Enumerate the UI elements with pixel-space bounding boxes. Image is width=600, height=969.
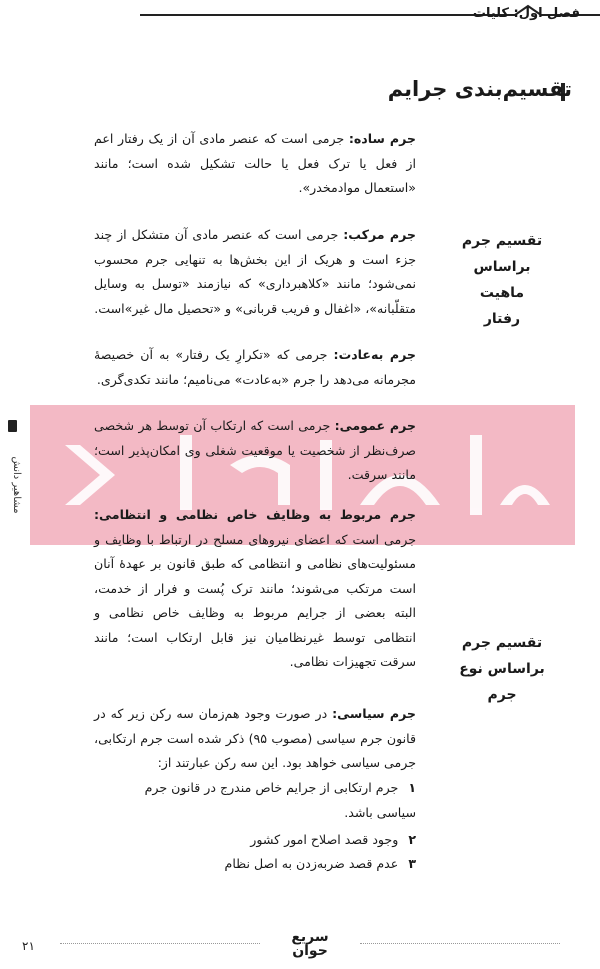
label-line: تقسیم جرم [461,233,543,249]
definition: جرمی است که عنصر مادی آن متشکل از چند جزء است و هریک از این بخش‌ها به تنهایی جرم محسوب نمی‌شود؛ مانند «کلاهبرداری» که نیازمند «توسل به وسایل متقلّبانه»، «اغفال و فریب قربانی» و «تحصیل مال غیر»است. [94,227,416,316]
paragraph-political-crime [94,702,416,776]
term: جرم به‌عادت: [333,347,416,362]
list-number: ۱ [408,780,416,795]
publisher-side-text: مشاهیر دانش [11,456,22,514]
label-line: تقسیم جرم [461,635,543,651]
page-number: ۲۱ [22,939,35,953]
label-line: رفتار [483,311,521,327]
list-text: جرم ارتکابی از جرایم خاص مندرج در قانون جرم سیاسی باشد. [144,780,416,820]
chapter-header: فصل اول: کلیات [472,6,580,21]
term: جرم مرکب: [343,227,416,242]
label-line: براساس نوع جرم [459,661,545,703]
paragraph-simple-crime [94,127,416,201]
definition: در صورت وجود هم‌زمان سه رکن زیر که در قانون جرم سیاسی (مصوب ۹۵) ذکر شده است جرم ارتکابی، جرمی سیاسی خواهد بود. این سه رکن عبارتند از: [94,706,416,770]
list-number: ۳ [408,856,416,871]
paragraph-compound-crime [94,223,416,321]
term: جرم ساده: [348,131,416,146]
term: جرم سیاسی: [332,706,416,721]
paragraph-habitual-crime [94,343,416,392]
footer-rule-left [60,943,260,944]
label-by-type [452,630,552,708]
label-line: براساس ماهیت [473,259,531,301]
term: جرم عمومی: [334,418,416,433]
book-icon [8,420,17,432]
definition: جرمی است که عنصر مادی آن از یک رفتار اعم از فعل یا ترک فعل یا حالت تشکیل شده است؛ مانند «استعمال موادمخدر». [94,131,416,195]
list-text: وجود قصد اصلاح امور کشور [250,832,399,847]
logo-line: حوان [292,943,328,959]
label-by-behavior [452,228,552,332]
paragraph-military-crime [94,503,416,675]
list-number: ۲ [408,832,416,847]
definition: جرمی است که ارتکاب آن توسط هر شخصی صرف‌نظر از شخصیت یا موقعیت شغلی وی امکان‌پذیر است؛ مانند سرقت. [94,418,416,482]
footer-logo [270,930,350,958]
footer-rule-right [360,943,560,944]
list-item [106,828,416,853]
list-item [106,852,416,877]
list-item [106,776,416,825]
logo-line: سریع [291,929,329,945]
definition: جرمی که «تکرارِ یک رفتار» به آن خصیصهٔ مجرمانه می‌دهد را جرم «به‌عادت» می‌نامیم؛ مانند تکدی‌گری. [94,347,416,387]
list-text: عدم قصد ضربه‌زدن به اصل نظام [224,856,399,871]
section-title: تقسیم‌بندی جرایم [387,77,572,101]
term: جرم مربوط به وظایف خاص نظامی و انتظامی: [94,507,416,522]
paragraph-general-crime [94,414,416,488]
definition: جرمی است که اعضای نیروهای مسلح در ارتباط با وظایف و مسئولیت‌های نظامی و انتظامی که طبق قانون بر عهدهٔ آنان است مرتکب می‌شوند؛ مانند ترک پُست و فرار از خدمت، البته بعضی از جرایم مربوط به وظایف خاص نظامی و انتظامی توسط غیرنظامیان نیز قابل ارتکاب است؛ مانند سرقت تجهیزات نظامی. [94,531,416,669]
